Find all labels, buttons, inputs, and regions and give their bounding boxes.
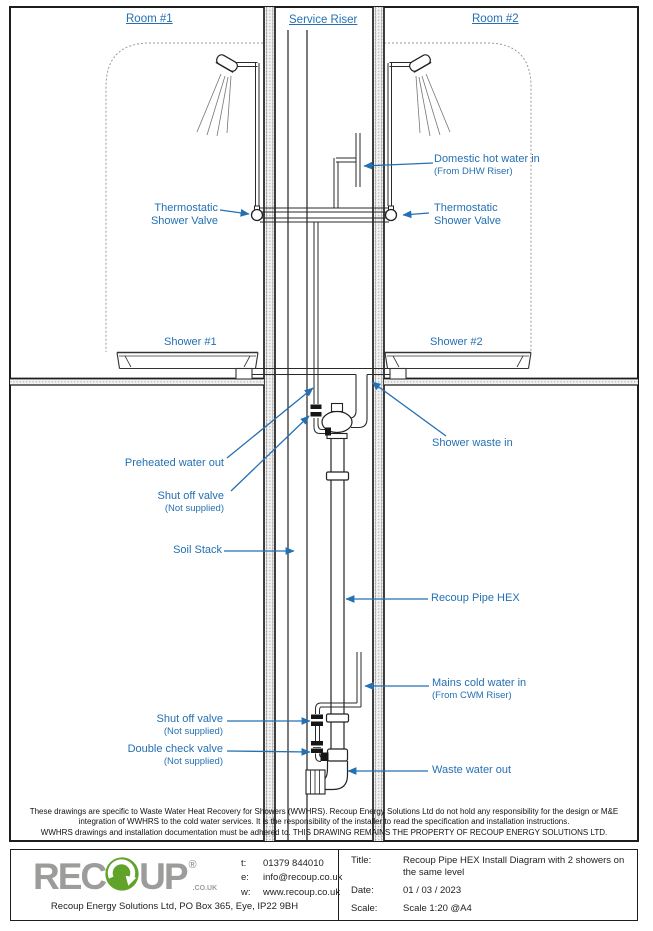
label-soil-stack: Soil Stack — [173, 544, 222, 556]
label-service-riser: Service Riser — [289, 14, 358, 26]
thermostatic-valve-right — [386, 210, 397, 221]
title-label: Title: — [351, 855, 372, 866]
thermostatic-valve-left — [252, 210, 263, 221]
label-mains-cold-sub: (From CWM Riser) — [432, 689, 512, 701]
mains-cold-pipe — [311, 652, 361, 762]
contact-details — [241, 857, 342, 900]
shower-tray-2 — [385, 353, 531, 380]
label-tsv-left-2: Shower Valve — [150, 214, 218, 227]
label-mains-cold-main: Mains cold water in — [432, 677, 527, 689]
soil-stack-pipe — [288, 30, 307, 841]
date-row — [351, 885, 628, 897]
label-shutoff-lower-sub: (Not supplied) — [163, 725, 223, 737]
label-tsv-right-1: Thermostatic — [434, 202, 498, 214]
label-thermostatic-valve-right — [434, 202, 501, 228]
contact-web-key: w: — [241, 886, 251, 898]
contact-phone-value: 01379 844010 — [263, 858, 324, 869]
contact-email-key: e: — [241, 872, 249, 884]
disclaimer-line-1: These drawings are specific to Waste Water Heat Recovery for Showers (WWHRS). Recoup Energy Solutions Ltd do not hold any responsibility for the design or M&E — [29, 807, 619, 816]
scale-row — [351, 903, 628, 915]
label-mains-cold-water — [432, 677, 526, 701]
label-preheated-water-out: Preheated water out — [124, 457, 224, 469]
label-tsv-left-1: Thermostatic — [154, 202, 218, 214]
contact-email-value: info@recoup.co.uk — [263, 872, 343, 884]
label-dhw-sub: (From DHW Riser) — [434, 165, 513, 177]
recoup-pipe-hex-unit — [306, 404, 352, 795]
label-double-check-valve — [128, 743, 223, 767]
label-shower-1: Shower #1 — [164, 336, 217, 348]
label-shut-off-valve-upper — [158, 490, 224, 514]
leader-lines — [220, 163, 446, 771]
date-label: Date: — [351, 884, 374, 896]
disclaimer-line-2: integration of WWHRS to the cold water services. It is the responsibility of the installer to read the specification and installation instructions. — [78, 817, 570, 827]
disclaimer-line-3: WWHRS drawings and installation documentation must be adhered to. THIS DRAWING REMAINS THE PROPERTY OF RECOUP ENERGY SOLUTIONS LTD. — [40, 827, 608, 837]
label-room-1: Room #1 — [126, 13, 173, 25]
contact-phone-key: t: — [241, 858, 247, 869]
disclaimer-text — [10, 807, 638, 838]
label-shutoff-upper-main: Shut off valve — [157, 490, 224, 502]
shower-head-right — [388, 53, 450, 206]
company-address: Recoup Energy Solutions Ltd, PO Box 365, Eye, IP22 9BH — [50, 901, 299, 912]
title-row — [351, 855, 628, 879]
label-double-check-sub: (Not supplied) — [163, 755, 223, 767]
contact-web-value: www.recoup.co.uk — [263, 886, 341, 898]
contact-email — [241, 871, 342, 885]
title-block — [351, 855, 628, 921]
title-value: Recoup Pipe HEX Install Diagram with 2 showers on the same level — [403, 855, 625, 878]
contact-phone — [241, 857, 342, 871]
preheated-water-pipe — [311, 222, 332, 436]
label-dhw-main: Domestic hot water in — [434, 153, 540, 165]
logo-text-rec: REC — [33, 855, 106, 897]
leader-tsv-left — [220, 210, 249, 214]
scale-label: Scale: — [351, 902, 378, 914]
leader-double-check — [227, 751, 310, 752]
shower-tray-1 — [117, 353, 258, 380]
date-value: 01 / 03 / 2023 — [403, 884, 462, 896]
label-shutoff-lower-main: Shut off valve — [156, 713, 223, 725]
floor-slab — [10, 379, 638, 386]
recoup-logo-arrow-icon — [104, 856, 140, 901]
label-shower-2: Shower #2 — [430, 336, 483, 348]
label-domestic-hot-water — [434, 153, 540, 177]
contact-web — [241, 886, 342, 900]
label-shutoff-upper-sub: (Not supplied) — [164, 502, 224, 514]
shower-head-left — [197, 53, 259, 206]
label-waste-water-out: Waste water out — [432, 764, 512, 776]
scale-value: Scale 1:20 @A4 — [403, 902, 472, 914]
dhw-pipe — [334, 133, 360, 208]
label-thermostatic-valve-left — [151, 202, 218, 228]
label-room-2: Room #2 — [472, 13, 519, 25]
title-block-footer — [10, 849, 638, 921]
label-double-check-main: Double check valve — [127, 743, 223, 755]
label-shower-waste-in: Shower waste in — [432, 437, 513, 449]
label-tsv-right-2: Shower Valve — [434, 214, 502, 227]
label-shut-off-valve-lower — [157, 713, 223, 737]
recoup-logo — [33, 854, 219, 899]
label-recoup-pipe-hex: Recoup Pipe HEX — [431, 592, 520, 604]
logo-text-up: UP — [139, 855, 187, 897]
logo-suffix-couk: .CO.UK — [192, 885, 218, 892]
logo-registered-mark: ® — [188, 858, 197, 871]
leader-tsv-right — [403, 213, 429, 215]
